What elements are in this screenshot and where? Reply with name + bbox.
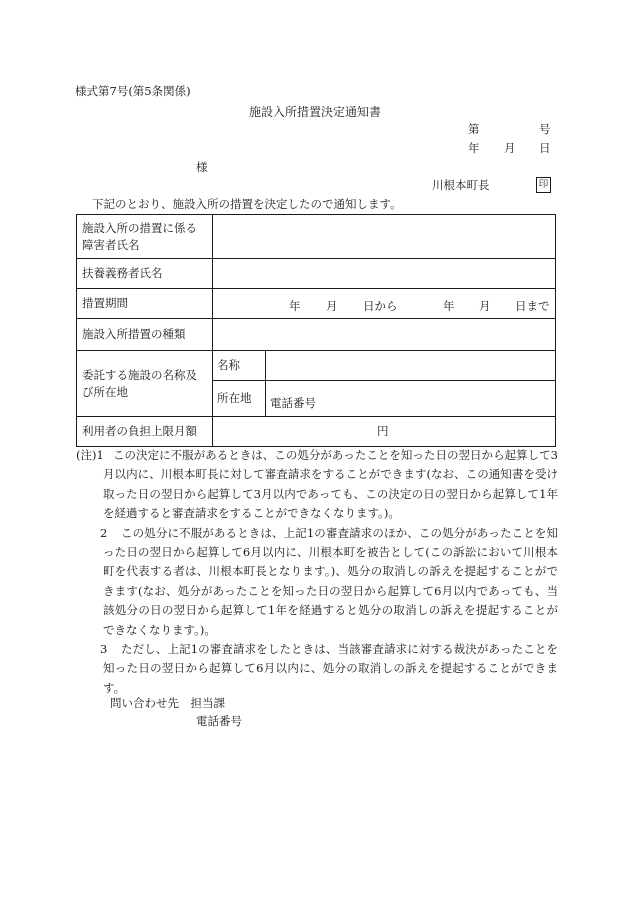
period-to-month: 月 bbox=[479, 298, 491, 313]
table-row bbox=[77, 319, 556, 351]
contact-phone: 電話番号 bbox=[196, 714, 242, 728]
note-1-lead: (注)1 bbox=[76, 448, 104, 462]
document-number-prefix: 第 bbox=[468, 122, 480, 136]
table-row bbox=[77, 351, 556, 381]
facility-address-value bbox=[266, 381, 556, 417]
facility-phone-label: 電話番号 bbox=[270, 396, 316, 411]
date-day-label: 日 bbox=[539, 141, 551, 155]
seal-stamp-box: 印 bbox=[536, 177, 551, 193]
monthly-cap-unit: 円 bbox=[377, 424, 389, 439]
date-month-label: 月 bbox=[504, 141, 516, 155]
date-year-label: 年 bbox=[468, 141, 480, 155]
disabled-person-name-label: 施設入所の措置に係る障害者氏名 bbox=[77, 215, 213, 259]
table-row bbox=[77, 215, 556, 259]
monthly-cap-value bbox=[213, 417, 556, 447]
facility-name-label: 名称 bbox=[213, 351, 266, 381]
note-2-lead: 2 bbox=[100, 525, 108, 540]
table-row bbox=[77, 259, 556, 289]
note-1-text: この決定に不服があるときは、この処分があったことを知った日の翌日から起算して3月以内に、川根本町長に対して審査請求をすることができます(なお、この通知書を受け取った日の翌日から起算して3月以内であっても、この決定の日の翌日から起算して1年を経過すると審査請求をすることができなくなります。)。 bbox=[103, 448, 558, 521]
form-number-label: 様式第7号(第5条関係) bbox=[75, 84, 191, 98]
notes-section bbox=[76, 446, 558, 698]
period-from-day: 日から bbox=[363, 298, 398, 313]
note-item bbox=[76, 640, 558, 698]
period-to-year: 年 bbox=[443, 298, 455, 313]
document-number-suffix: 号 bbox=[539, 122, 551, 136]
measure-period-label: 措置期間 bbox=[77, 289, 213, 319]
contact-department: 問い合わせ先 担当課 bbox=[110, 696, 225, 710]
measure-type-value bbox=[213, 319, 556, 351]
disabled-person-name-value bbox=[213, 215, 556, 259]
intro-sentence: 下記のとおり、施設入所の措置を決定したので通知します。 bbox=[92, 197, 402, 211]
note-item bbox=[76, 446, 558, 524]
table-row bbox=[77, 289, 556, 319]
facility-address-label: 所在地 bbox=[213, 381, 266, 417]
facility-label: 委託する施設の名称及び所在地 bbox=[77, 351, 213, 417]
note-3-text: ただし、上記1の審査請求をしたときは、当該審査請求に対する裁決があったことを知った日の翌日から起算して6月以内に、処分の取消しの訴えを提起することができます。 bbox=[103, 642, 558, 695]
measure-details-table bbox=[76, 214, 556, 447]
facility-name-value bbox=[266, 351, 556, 381]
monthly-cap-label: 利用者の負担上限月額 bbox=[77, 417, 213, 447]
table-row bbox=[77, 417, 556, 447]
document-title: 施設入所措置決定通知書 bbox=[248, 105, 381, 119]
sender-name: 川根本町長 bbox=[432, 178, 490, 192]
note-item bbox=[76, 524, 558, 640]
note-3-lead: 3 bbox=[100, 642, 108, 657]
measure-period-value bbox=[213, 289, 556, 319]
guardian-name-label: 扶養義務者氏名 bbox=[77, 259, 213, 289]
measure-type-label: 施設入所措置の種類 bbox=[77, 319, 213, 351]
note-2-text: この処分に不服があるときは、上記1の審査請求のほか、この処分があったことを知った日の翌日から起算して6月以内に、川根本町を被告として(この訴訟において川根本町を代表する者は、川根本町長となります。)、処分の取消しの訴えを提起することができます(なお、処分があったことを知った日の翌日から起算して6月以内であっても、当該処分の日の翌日から起算して1年を経過すると処分の取消しの訴えを提起することができなくなります。)。 bbox=[103, 525, 558, 637]
period-to-day: 日まで bbox=[515, 298, 550, 313]
period-from-year: 年 bbox=[289, 298, 301, 313]
addressee-honorific: 様 bbox=[196, 160, 208, 174]
period-from-month: 月 bbox=[326, 298, 338, 313]
guardian-name-value bbox=[213, 259, 556, 289]
